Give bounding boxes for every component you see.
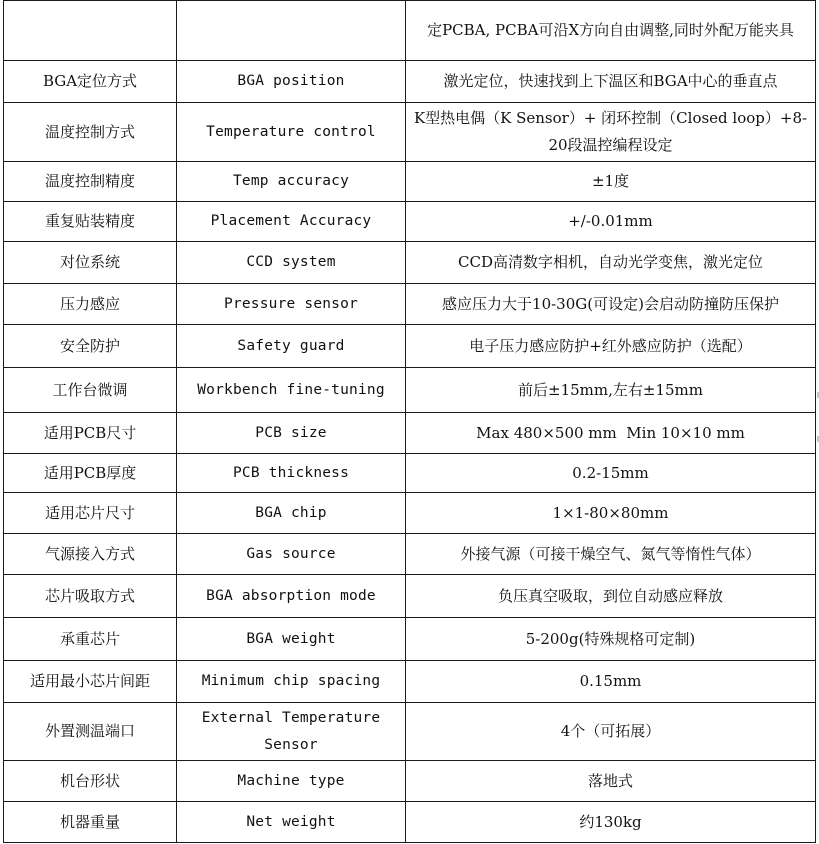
table-row bbox=[4, 61, 816, 103]
table-row bbox=[4, 493, 816, 534]
spec-name-cn: 压力感应 bbox=[4, 284, 177, 325]
spec-name-en: Net weight bbox=[177, 802, 406, 843]
spec-value: 0.2-15mm bbox=[406, 454, 816, 493]
spec-value: 落地式 bbox=[406, 761, 816, 802]
spec-name-cn: 承重芯片 bbox=[4, 618, 177, 661]
spec-value: +/-0.01mm bbox=[406, 202, 816, 242]
spec-name-cn: 机台形状 bbox=[4, 761, 177, 802]
spec-value: 约130kg bbox=[406, 802, 816, 843]
spec-name-cn: 工作台微调 bbox=[4, 368, 177, 413]
spec-value: 定PCBA, PCBA可沿X方向自由调整,同时外配万能夹具 bbox=[406, 1, 816, 61]
spec-value: 感应压力大于10-30G(可设定)会启动防撞防压保护 bbox=[406, 284, 816, 325]
spec-name-en: BGA chip bbox=[177, 493, 406, 534]
spec-name-cn: 外置测温端口 bbox=[4, 703, 177, 761]
table-row bbox=[4, 1, 816, 61]
spec-name-cn: 适用PCB尺寸 bbox=[4, 413, 177, 454]
spec-name-en: Temp accuracy bbox=[177, 162, 406, 202]
spec-name-en: PCB thickness bbox=[177, 454, 406, 493]
spec-name-cn: 气源接入方式 bbox=[4, 534, 177, 575]
table-row bbox=[4, 325, 816, 368]
table-row bbox=[4, 284, 816, 325]
spec-name-cn: 适用芯片尺寸 bbox=[4, 493, 177, 534]
spec-name-cn: 机器重量 bbox=[4, 802, 177, 843]
spec-name-cn: 芯片吸取方式 bbox=[4, 575, 177, 618]
spec-name-en: Machine type bbox=[177, 761, 406, 802]
spec-name-en: BGA position bbox=[177, 61, 406, 103]
spec-name-cn: 温度控制方式 bbox=[4, 103, 177, 162]
table-row bbox=[4, 534, 816, 575]
table-row bbox=[4, 618, 816, 661]
spec-name-en: CCD system bbox=[177, 242, 406, 284]
spec-value: 负压真空吸取，到位自动感应释放 bbox=[406, 575, 816, 618]
table-row bbox=[4, 575, 816, 618]
spec-name-en: Gas source bbox=[177, 534, 406, 575]
spec-value: 0.15mm bbox=[406, 661, 816, 703]
table-row bbox=[4, 413, 816, 454]
spec-name-en: PCB size bbox=[177, 413, 406, 454]
spec-value: 外接气源（可接干燥空气、氮气等惰性气体） bbox=[406, 534, 816, 575]
spec-name-en: BGA weight bbox=[177, 618, 406, 661]
spec-value: K型热电偶（K Sensor）+ 闭环控制（Closed loop）+8-20段温控编程设定 bbox=[406, 103, 816, 162]
spec-value: 激光定位，快速找到上下温区和BGA中心的垂直点 bbox=[406, 61, 816, 103]
table-row bbox=[4, 242, 816, 284]
table-row bbox=[4, 162, 816, 202]
spec-name-cn: 适用最小芯片间距 bbox=[4, 661, 177, 703]
table-row bbox=[4, 454, 816, 493]
table-row bbox=[4, 661, 816, 703]
spec-name-en: BGA absorption mode bbox=[177, 575, 406, 618]
spec-name-cn: 温度控制精度 bbox=[4, 162, 177, 202]
table-row bbox=[4, 761, 816, 802]
table-row bbox=[4, 703, 816, 761]
spec-value: Max 480×500 mm Min 10×10 mm bbox=[406, 413, 816, 454]
table-row bbox=[4, 368, 816, 413]
spec-name-en: Workbench fine-tuning bbox=[177, 368, 406, 413]
spec-name-en: External Temperature Sensor bbox=[177, 703, 406, 761]
spec-value: 4个（可拓展） bbox=[406, 703, 816, 761]
spec-value: 前后±15mm,左右±15mm bbox=[406, 368, 816, 413]
spec-name-en: Minimum chip spacing bbox=[177, 661, 406, 703]
spec-table bbox=[3, 0, 816, 843]
spec-value: 电子压力感应防护+红外感应防护（选配） bbox=[406, 325, 816, 368]
table-row bbox=[4, 103, 816, 162]
spec-name-en: Safety guard bbox=[177, 325, 406, 368]
spec-name-cn: 重复贴装精度 bbox=[4, 202, 177, 242]
spec-name-en: Pressure sensor bbox=[177, 284, 406, 325]
table-row bbox=[4, 202, 816, 242]
spec-name-cn bbox=[4, 1, 177, 61]
spec-name-en bbox=[177, 1, 406, 61]
spec-value: ±1度 bbox=[406, 162, 816, 202]
table-row bbox=[4, 802, 816, 843]
spec-name-cn: BGA定位方式 bbox=[4, 61, 177, 103]
spec-value: 1×1-80×80mm bbox=[406, 493, 816, 534]
spec-name-cn: 安全防护 bbox=[4, 325, 177, 368]
spec-name-cn: 对位系统 bbox=[4, 242, 177, 284]
spec-value: CCD高清数字相机，自动光学变焦，激光定位 bbox=[406, 242, 816, 284]
spec-name-en: Temperature control bbox=[177, 103, 406, 162]
spec-value: 5-200g(特殊规格可定制) bbox=[406, 618, 816, 661]
spec-name-cn: 适用PCB厚度 bbox=[4, 454, 177, 493]
spec-name-en: Placement Accuracy bbox=[177, 202, 406, 242]
